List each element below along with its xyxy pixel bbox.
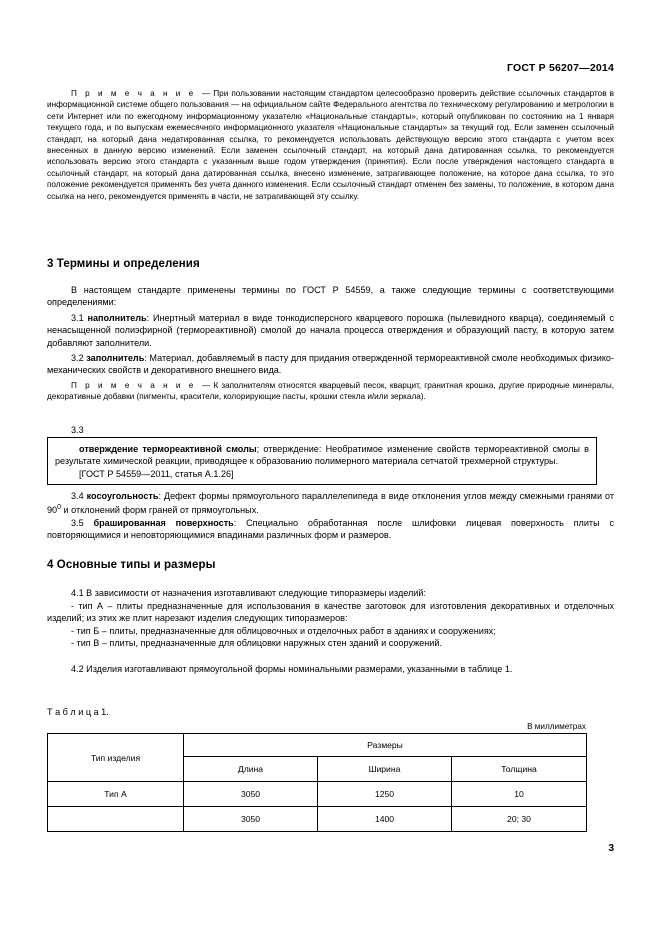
clause-4-2: 4.2 Изделия изготавливают прямоугольной формы номинальными размерами, указанными в таблице 1. <box>71 664 513 674</box>
term-3-2-number: 3.2 <box>71 353 84 363</box>
table-header-row <box>48 734 587 757</box>
framed-definition-3-3 <box>47 437 597 485</box>
table-cell-thickness: 20; 30 <box>452 807 587 832</box>
table-1-units-label: В миллиметрах <box>527 722 586 731</box>
table-cell-thickness: 10 <box>452 782 587 807</box>
framed-term-source: [ГОСТ Р 54559—2011, статья А.1.26] <box>79 468 234 479</box>
degree-superscript: 0 <box>57 504 62 512</box>
term-3-3-number: 3.3 <box>71 425 84 435</box>
section-4-heading-block <box>47 558 614 572</box>
term-3-5-name: брашированная поверхность <box>93 518 234 528</box>
term-3-1-name: наполнитель <box>87 313 147 323</box>
section-3-note-dash: — <box>202 381 211 390</box>
table-header-sizes-group: Размеры <box>184 734 587 757</box>
term-3-1-number: 3.1 <box>71 313 84 323</box>
term-3-5-number: 3.5 <box>71 518 84 528</box>
section-3-note-label: П р и м е ч а н и е <box>71 381 196 390</box>
table-cell-length: 3050 <box>184 807 318 832</box>
term-3-2-name: заполнитель <box>86 353 145 363</box>
framed-term-alias: ; отверждение <box>256 444 319 454</box>
term-3-4-definition-part2: и отклонений форм граней от прямоугольных. <box>61 505 259 516</box>
term-3-1-block <box>47 312 614 349</box>
clause-4-1: 4.1 В зависимости от назначения изготавливают следующие типоразмеры изделий: <box>71 588 426 598</box>
note-dash-glyph: — <box>202 89 211 98</box>
type-list-block <box>47 600 614 649</box>
term-3-2-block <box>47 352 614 377</box>
table-cell-width: 1250 <box>318 782 452 807</box>
section-3-intro-block <box>47 284 614 309</box>
foreword-note-text: При пользовании настоящим стандартом целесообразно проверить действие ссылочных стандартов в информационной системе общего пользования — на официальном сайте Федерального агентства по техническому регулированию и метрологии в сети Интернет или по ежегодному информационному указателю «Национальные стандарты», который опубликован по состоянию на 1 января текущего года, и по выпускам ежемесячного информационного указателя «Национальные стандарты» за текущий год. Если заменен ссылочный стандарт, на который дана недатированная ссылка, то рекомендуется использовать действующую версию этого стандарта с учетом всех внесенных в данную версию изменений. Если заменен ссылочный стандарт, на который дана датированная ссылка, то рекомендуется использовать версию этого стандарта с указанным выше годом утверждения (принятия). Если после утверждения настоящего стандарта в ссылочный стандарт, на который дана датированная ссылка, внесено изменение, затрагивающее положение, на которое дана ссылка, то это положение рекомендуется применять без учета данного изменения. Если ссылочный стандарт отменен без замены, то положение, в котором дана ссылка на него, рекомендуется применять в части, не затрагивающей эту ссылку. <box>47 89 614 201</box>
section-3-note-block <box>47 380 614 403</box>
term-3-1 <box>47 312 614 349</box>
table-cell-width: 1400 <box>318 807 452 832</box>
term-3-4-name: косоугольность <box>86 491 159 501</box>
term-3-5 <box>47 517 614 542</box>
page-number: 3 <box>608 843 614 854</box>
term-3-2-definition: : Материал, добавляемый в пасту для придания отвержденной термореактивной смоле необходимых физико-механических свойств и декоративного внешнего вида. <box>47 353 614 376</box>
section-3-note-paragraph <box>47 380 614 403</box>
type-list-item: - тип Б – плиты, предназначенные для облицовочных и отделочных работ в зданиях и сооружениях; <box>71 625 496 636</box>
term-3-4 <box>47 490 614 517</box>
table-cell-length: 3050 <box>184 782 318 807</box>
framed-term-definition: : Необратимое изменение свойств термореактивной смолы в результате химической реакции, приводящее к образованию полимерного материала сетчатой трехмерной структуры. <box>55 444 589 467</box>
note-label: П р и м е ч а н и е <box>71 89 196 98</box>
term-3-5-definition: : Специально обработанная после шлифовки лицевая поверхность плиты с повторяющимися и неповторяющимися впадинами различных форм и размеров. <box>47 518 614 541</box>
term-3-4-block <box>47 490 614 517</box>
table-subheader-length: Длина <box>184 757 318 782</box>
foreword-note-block <box>47 88 614 202</box>
framed-term-name: отверждение термореактивной смолы <box>79 444 257 454</box>
section-3-heading-block <box>47 257 614 271</box>
type-list-item: - тип А – плиты предназначенные для использования в качестве заготовок для изготовления декоративных и отделочных изделий; из этих же плит нарезают изделия следующих типоразмеров: <box>47 601 614 624</box>
section-3-heading: 3 Термины и определения <box>47 258 200 270</box>
table-cell-type: Тип А <box>48 782 184 807</box>
table-subheader-thickness: Толщина <box>452 757 587 782</box>
table-row <box>48 782 587 807</box>
table-1-caption: Т а б л и ц а 1. <box>47 707 109 717</box>
table-subheader-width: Ширина <box>318 757 452 782</box>
foreword-note-paragraph <box>47 88 614 202</box>
running-header-standard-id: ГОСТ Р 56207—2014 <box>506 62 614 74</box>
table-header-type: Тип изделия <box>48 734 184 782</box>
table-cell-type <box>48 807 184 832</box>
section-3-note-text: К заполнителям относятся кварцевый песок, кварцит, гранитная крошка, другие природные минералы, декоративные добавки (пигменты, красители, колорирующие пасты, крошки стекла и/или зеркала). <box>47 381 614 402</box>
section-4-heading: 4 Основные типы и размеры <box>47 559 216 571</box>
framed-definition-text <box>55 443 589 468</box>
term-3-2 <box>47 352 614 377</box>
table-1-dimensions <box>47 733 587 832</box>
clause-4-2-block <box>47 663 614 675</box>
term-3-1-definition: : Инертный материал в виде тонкодисперсного кварцевого порошка (пылевидного кварца), соединяемый с ненасыщенной полиэфирной (термореактивной) смолой до начала процесса отверждения и образующий пасту, в которую затем добавляют заполнители. <box>47 313 614 348</box>
term-3-5-block <box>47 517 614 542</box>
term-3-4-definition-part1: : Дефект формы прямоугольного параллелепипеда в виде отклонения углов между смежными гранями от 90 <box>47 491 614 516</box>
type-list-item: - тип В – плиты, предназначенные для облицовки наружных стен зданий и сооружений. <box>71 638 442 649</box>
term-3-3-number-block <box>47 424 614 436</box>
term-3-4-number: 3.4 <box>71 491 84 501</box>
section-3-intro: В настоящем стандарте применены термины по ГОСТ Р 54559, а также следующие термины с соответствующими определениями: <box>47 285 614 308</box>
clause-4-1-block <box>47 587 614 599</box>
table-row <box>48 807 587 832</box>
